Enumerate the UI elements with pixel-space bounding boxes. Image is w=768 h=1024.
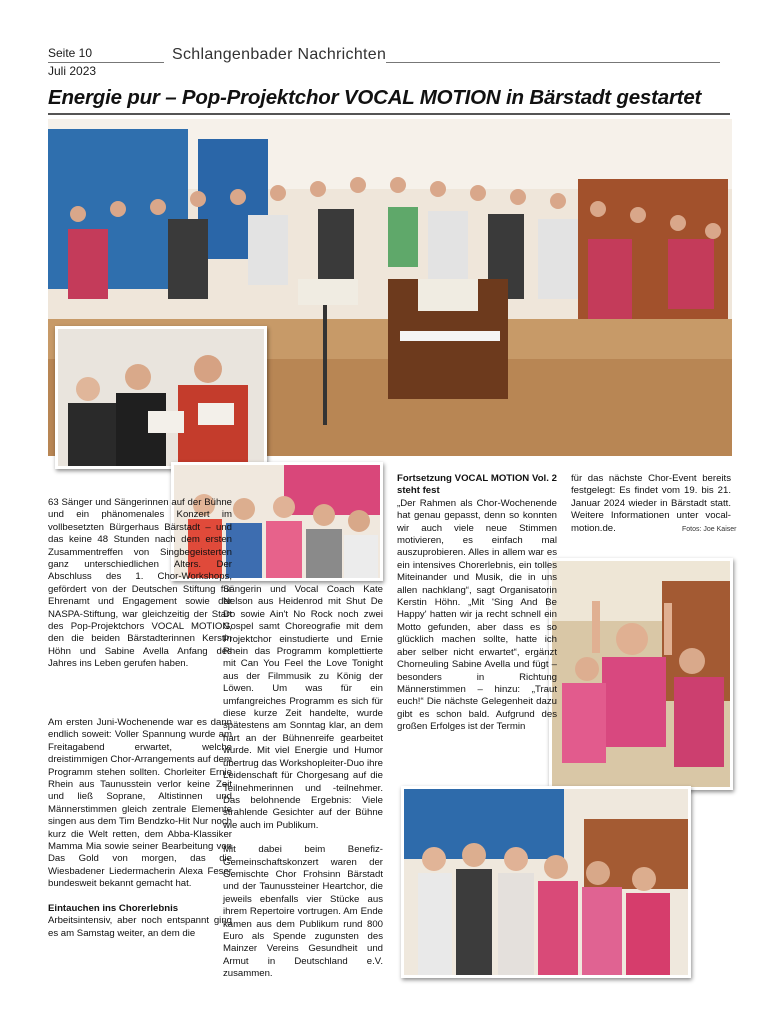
inset-men-singing-photo <box>55 326 267 469</box>
publication-title: Schlangenbader Nachrichten <box>172 46 387 63</box>
program-paragraph: Sängerin und Vocal Coach Kate Nelson aus Heidenrod mit Shut De Do sowie Ain't No Rock noch zwei Gospel samt Choreografie mit dem Projektchor einstudierte und Ernie Rhein das Programm komplettierte mit Can You Feel the Love Tonight aus der Filmmusik zu König der Löwen. Um was für ein umfangreiches Programm es sich für diese kurze Zeit handelte, wurde spätestens am Sonntag klar, an dem hart an der Bühnenreife gearbeitet wurde. Mit viel Energie und Humor übertrug das Workshopleiter-Duo ihre Leidenschaft für Chorgesang auf die Teilnehmerinnen und -teilnehmer. Das belohnende Ergebnis: Viele strahlende Gesichter auf der Bühne wie auch im Publikum. <box>223 584 383 831</box>
page-number: Seite 10 <box>48 46 93 60</box>
article-headline: Energie pur – Pop-Projektchor VOCAL MOTION in Bärstadt gestartet <box>48 86 702 109</box>
benefit-concert-paragraph: Mit dabei beim Benefiz-Gemeinschaftskonzert waren der Gemischte Chor Frohsinn Bärstadt und der Taunussteiner Heartchor, die jeweils ebenfalls vier Stücke aus ihrem Repertoire vortrugen. Am Ende kamen aus dem Publikum rund 800 Euro als Spende zugunsten des Mainzer Vereins Gesundheit und Armut in Deutschland e.V. zusammen. <box>223 844 383 980</box>
article-column-2 <box>223 584 383 993</box>
choir-women-group-photo <box>401 786 691 978</box>
article-column-3 <box>397 473 557 746</box>
quote-paragraph: „Der Rahmen als Chor-Wochenende hat genau gepasst, denn so konnten wir auch viele neue Stimmen motivieren, es einfach mal auszuprobieren. Alles in allem war es ein intensives Chorerlebnis, ein tolles Miteinander und Musik, die in uns allen nachklang“, sagt Organisatorin Kerstin Höhn. „Mit 'Sing And Be Happy' hatten wir ja recht schnell ein Motto gefunden, aber dass es so glücklich machen sollte, hatte ich aber selber nicht erwartet“, ergänzt Chorneuling Sabine Avella und fügt – besonders in Richtung Männerstimmen – hinzu: „Traut euch!“ Die nächste Gelegenheit dazu gibt es schon bald. Aufgrund des großen Erfolges ist der Termin <box>397 497 557 733</box>
issue-date: Juli 2023 <box>48 64 97 78</box>
subhead-fortsetzung: Fortsetzung VOCAL MOTION Vol. 2 steht fest <box>397 473 557 497</box>
photo-credit: Fotos: Joe Kaiser <box>682 526 737 533</box>
next-event-paragraph: für das nächste Chor-Event bereits festgelegt: Es findet vom 19. bis 21. Januar 2024 wieder in Bärstadt statt. Weitere Informationen unter vocal-motion.de. <box>571 473 731 534</box>
workshop-paragraph: Am ersten Juni-Wochenende war es dann endlich soweit: Voller Spannung wurde am Freitagabend erwartet, welche dreistimmigen Chor-Arrangements auf dem Programm stehen sollten. Chorleiter Ernie Rhein aus Taunusstein verlor keine Zeit und ließ Soprane, Altistinnen und Männerstimmen gleich zentrale Elemente singen aus dem Tim Bendzko-Hit Nur noch kurz die Welt retten, dem Abba-Klassiker Mamma Mia sowie seiner Bearbeitung von Das Gold von morgen, das die Wiesbadener Liedermacherin Alexa Feser bundesweit bekannt gemacht hat. <box>48 717 232 890</box>
article-column-1 <box>48 497 232 952</box>
header-divider <box>48 62 164 63</box>
headline-underline <box>48 113 730 115</box>
intro-paragraph: 63 Sänger und Sängerinnen auf der Bühne und ein phänomenales Konzert im vollbesetzten Bürgerhaus Bärstadt – und das keine 48 Stunden nach dem ersten Zusammentreffen von Singbegeisterten ganz unterschiedlichen Alters. Der Abschluss des 1. Chor-Workshops, gefördert von der Deutschen Stiftung für Ehrenamt und Engagement sowie der NASPA-Stiftung, war gleichzeitig der Start des Pop-Projektchors VOCAL MOTION, den die beiden Bärstadterinnen Kerstin Höhn und Sabine Avella Anfang des Jahres ins Leben gerufen haben. <box>48 497 232 670</box>
header-rule <box>386 62 720 63</box>
women-raising-hands-photo <box>549 558 733 790</box>
subhead-chorerlebnis: Eintauchen ins Chorerlebnis <box>48 902 179 914</box>
saturday-paragraph: Arbeitsintensiv, aber noch entspannt ging es am Samstag weiter, an dem die <box>48 915 232 939</box>
intro-paragraph-spacer <box>48 497 232 717</box>
